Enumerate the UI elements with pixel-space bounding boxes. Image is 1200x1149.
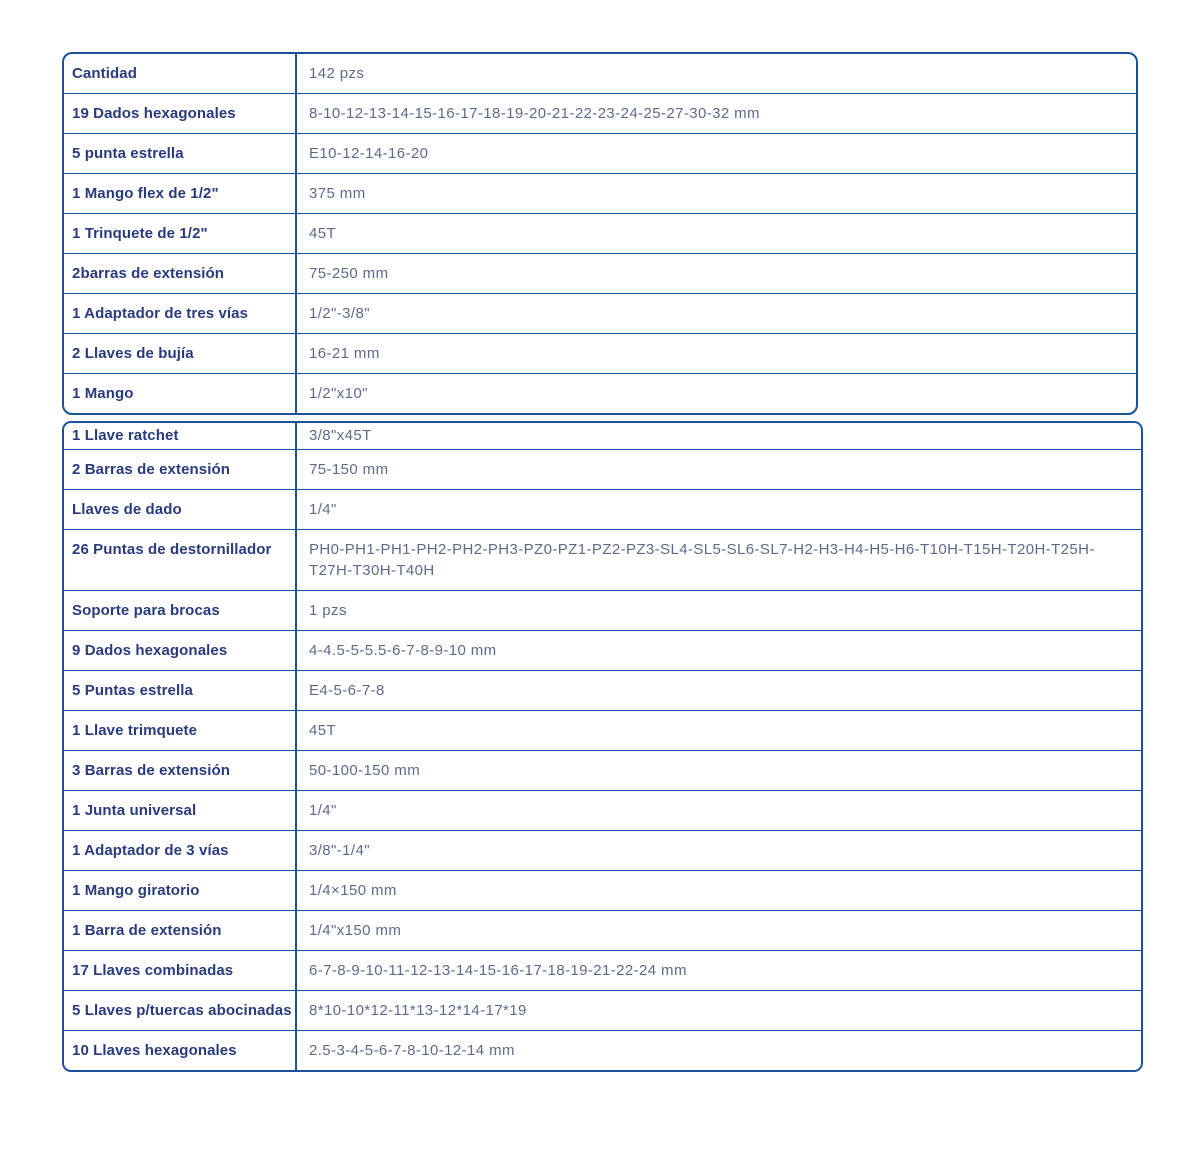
row-value: 75-250 mm: [309, 265, 389, 282]
row-label: 1 Mango flex de 1/2": [64, 174, 297, 213]
row-value: 1 pzs: [309, 602, 347, 619]
table-row: [64, 590, 1141, 630]
table-row: [64, 750, 1141, 790]
table-row: [64, 173, 1136, 213]
row-value: 6-7-8-9-10-11-12-13-14-15-16-17-18-19-21-22-24 mm: [309, 962, 687, 979]
row-value: 1/4"x150 mm: [309, 922, 402, 939]
row-label: 9 Dados hexagonales: [64, 631, 297, 670]
row-value: 3/8"-1/4": [309, 842, 370, 859]
row-value: 1/2"x10": [309, 385, 368, 402]
table-row: [64, 213, 1136, 253]
table-row: [64, 670, 1141, 710]
row-value: 1/4": [309, 501, 337, 518]
row-value: 3/8"x45T: [309, 427, 372, 444]
table-row: [64, 253, 1136, 293]
row-label: 5 Llaves p/tuercas abocinadas: [64, 991, 297, 1030]
row-value: 8-10-12-13-14-15-16-17-18-19-20-21-22-23-24-25-27-30-32 mm: [309, 105, 760, 122]
row-label: 1 Barra de extensión: [64, 911, 297, 950]
row-value: 16-21 mm: [309, 345, 380, 362]
row-value: E4-5-6-7-8: [309, 682, 385, 699]
row-value: 1/4×150 mm: [309, 882, 397, 899]
row-value: 2.5-3-4-5-6-7-8-10-12-14 mm: [309, 1042, 515, 1059]
spec-table-bottom: [62, 421, 1143, 1072]
table-row: [64, 830, 1141, 870]
table-row: [64, 373, 1136, 413]
row-label: 10 Llaves hexagonales: [64, 1031, 297, 1070]
row-label: 1 Adaptador de tres vías: [64, 294, 297, 333]
row-label: 26 Puntas de destornillador: [64, 530, 297, 590]
row-label: 1 Trinquete de 1/2": [64, 214, 297, 253]
row-label: 1 Adaptador de 3 vías: [64, 831, 297, 870]
row-label: 19 Dados hexagonales: [64, 94, 297, 133]
row-value: 1/4": [309, 802, 337, 819]
row-value: 75-150 mm: [309, 461, 389, 478]
row-value: 45T: [309, 722, 337, 739]
table-row: [64, 790, 1141, 830]
row-value: 8*10-10*12-11*13-12*14-17*19: [309, 1002, 527, 1019]
table-row: [64, 93, 1136, 133]
table-row: [64, 990, 1141, 1030]
row-label: Cantidad: [64, 54, 297, 93]
row-label: Llaves de dado: [64, 490, 297, 529]
row-value: 4-4.5-5-5.5-6-7-8-9-10 mm: [309, 642, 497, 659]
row-value: 375 mm: [309, 185, 366, 202]
table-row: [64, 630, 1141, 670]
table-row: [64, 710, 1141, 750]
row-value: PH0-PH1-PH1-PH2-PH2-PH3-PZ0-PZ1-PZ2-PZ3-SL4-SL5-SL6-SL7-H2-H3-H4-H5-H6-T10H-T15H-T20H-T25H-T27H-T30H-T40H: [309, 541, 1095, 579]
row-value: 142 pzs: [309, 65, 365, 82]
row-label: 3 Barras de extensión: [64, 751, 297, 790]
row-label: 1 Mango: [64, 374, 297, 413]
row-label: 2 Llaves de bujía: [64, 334, 297, 373]
table-row: [64, 529, 1141, 590]
table-row: [64, 870, 1141, 910]
table-row: [64, 423, 1141, 449]
row-label: 2barras de extensión: [64, 254, 297, 293]
row-label: 17 Llaves combinadas: [64, 951, 297, 990]
table-row: [64, 449, 1141, 489]
table-row: [64, 489, 1141, 529]
row-value: 1/2"-3/8": [309, 305, 370, 322]
row-label: 5 Puntas estrella: [64, 671, 297, 710]
table-row: [64, 910, 1141, 950]
table-row: [64, 293, 1136, 333]
spec-table-top: [62, 52, 1138, 415]
row-label: 2 Barras de extensión: [64, 450, 297, 489]
table-row: [64, 333, 1136, 373]
row-label: Soporte para brocas: [64, 591, 297, 630]
table-row: [64, 54, 1136, 93]
table-row: [64, 1030, 1141, 1070]
row-label: 1 Junta universal: [64, 791, 297, 830]
row-value: 50-100-150 mm: [309, 762, 421, 779]
row-label: 1 Mango giratorio: [64, 871, 297, 910]
row-label: 1 Llave trimquete: [64, 711, 297, 750]
row-label: 1 Llave ratchet: [64, 423, 297, 449]
row-value: 45T: [309, 225, 337, 242]
row-label: 5 punta estrella: [64, 134, 297, 173]
table-row: [64, 133, 1136, 173]
row-value: E10-12-14-16-20: [309, 145, 429, 162]
table-row: [64, 950, 1141, 990]
